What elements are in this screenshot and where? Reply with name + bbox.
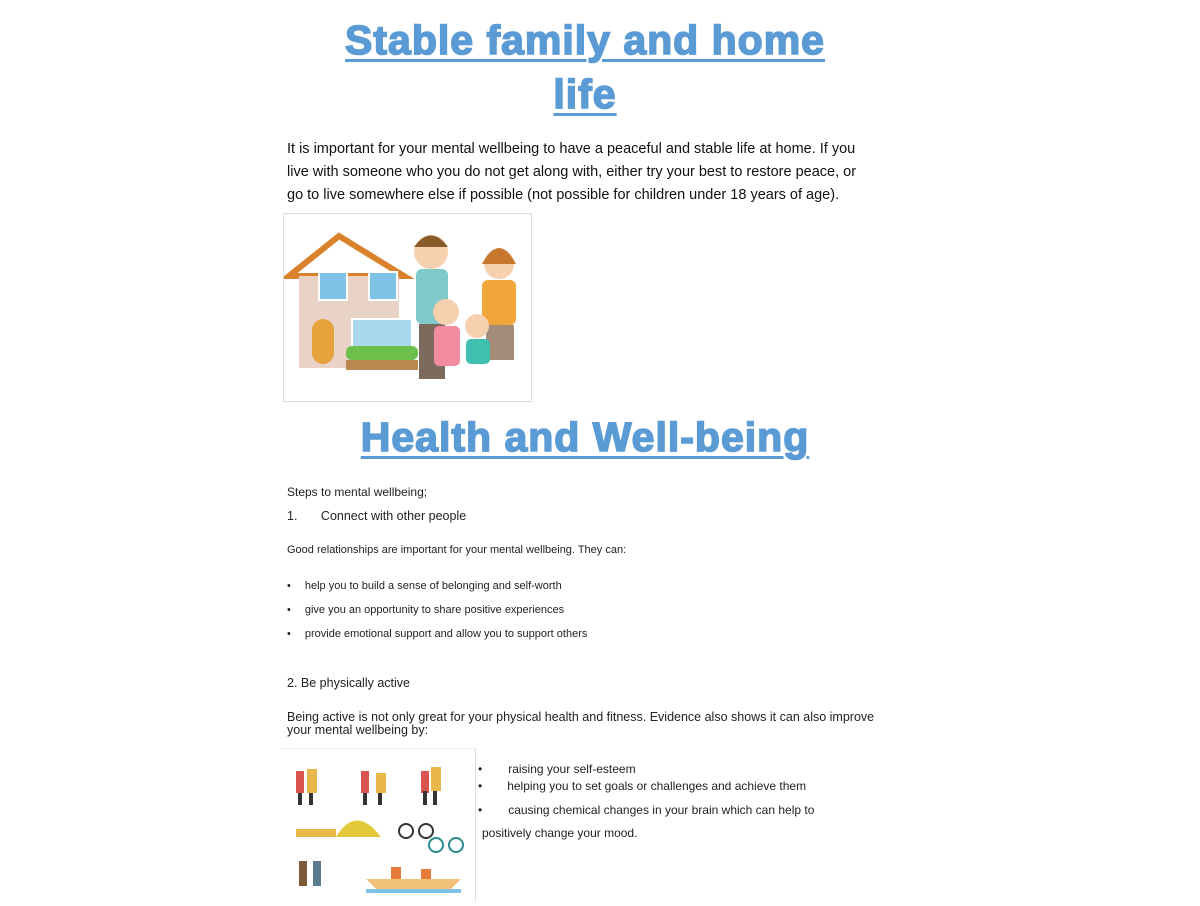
section-title-stable-family [250, 13, 920, 121]
bullet-text: give you an opportunity to share positive experiences [304, 604, 565, 616]
step-number: 1. [287, 509, 298, 523]
relationships-text: Good relationships are important for your mental wellbeing. They can: [287, 544, 627, 556]
bullet-text: raising your self-esteem [508, 762, 636, 776]
intro-line: live with someone who you do not get along with, either try your best to restore peace, or [287, 164, 857, 180]
active-line: Being active is not only great for your physical health and fitness. Evidence also shows it can also improve [287, 710, 875, 724]
bullet-item: • causing chemical changes in your brain which can help to [478, 803, 815, 817]
active-line: your mental wellbeing by: [287, 723, 429, 737]
title-line-1: Stable family and home [345, 17, 825, 63]
step-label: Connect with other people [320, 509, 467, 523]
bullet-item: • raising your self-esteem [478, 762, 636, 776]
step-1 [287, 509, 466, 523]
bullet-text: causing chemical changes in your brain which can help to [508, 803, 815, 817]
title-line-2: life [553, 71, 617, 117]
section-title-health: Health and Well-being [360, 414, 810, 460]
bullet-text: help you to build a sense of belonging and self-worth [304, 580, 562, 592]
bullet-text: helping you to set goals or challenges and achieve them [507, 779, 807, 793]
bullet-item: • helping you to set goals or challenges and achieve them [478, 779, 807, 793]
family-house-illustration [283, 213, 532, 402]
active-paragraph [287, 711, 874, 737]
bullet-continuation: positively change your mood. [482, 826, 638, 840]
intro-line: go to live somewhere else if possible (not possible for children under 18 years of age). [287, 187, 840, 203]
bullet-item: • help you to build a sense of belonging and self-worth [287, 580, 562, 592]
bullet-item: • provide emotional support and allow you to support others [287, 628, 588, 640]
intro-line: It is important for your mental wellbeing to have a peaceful and stable life at home. If you [287, 141, 856, 157]
step-2: 2. Be physically active [287, 676, 410, 690]
bullet-item: • give you an opportunity to share positive experiences [287, 604, 565, 616]
intro-paragraph [287, 138, 887, 207]
steps-intro: Steps to mental wellbeing; [287, 485, 428, 499]
physical-activities-illustration [281, 748, 476, 901]
bullet-text: provide emotional support and allow you to support others [304, 628, 588, 640]
